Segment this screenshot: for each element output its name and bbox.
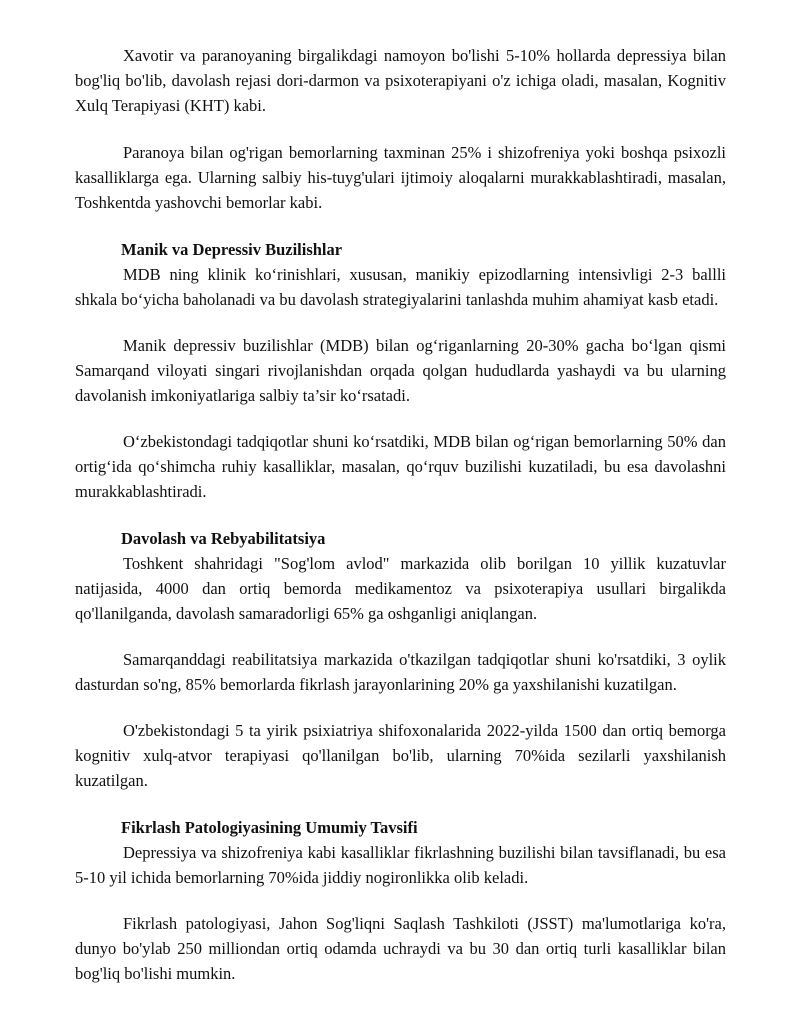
document-page [75, 43, 726, 986]
paragraph: MDB ning klinik ko‘rinishlari, xususan, manikiy epizodlarning intensivligi 2-3 ballli shkala bo‘yicha baholanadi va bu davolash strategiyalarini tanlashda muhim ahamiyat kasb etadi. [75, 265, 726, 309]
paragraph: Xavotir va paranoyaning birgalikdagi namoyon bo'lishi 5-10% hollarda depressiya bilan bog'liq bo'lib, davolash rejasi dori-darmon va psixoterapiyani o'z ichiga oladi, masalan, Kognitiv Xulq Terapiyasi (KHT) kabi. [75, 46, 726, 115]
paragraph: Samarqanddagi reabilitatsiya markazida o'tkazilgan tadqiqotlar shuni ko'rsatdiki, 3 oylik dasturdan so'ng, 85% bemorlarda fikrlash jarayonlarining 20% ga yaxshilanishi kuzatilgan. [75, 650, 726, 694]
paragraph: Fikrlash patologiyasi, Jahon Sog'liqni Saqlash Tashkiloti (JSST) ma'lumotlariga ko'ra, dunyo bo'ylab 250 milliondan ortiq odamda uchraydi va bu 30 dan ortiq turli kasalliklar bilan bog'liq bo'lishi mumkin. [75, 914, 726, 983]
paragraph: Toshkent shahridagi "Sog'lom avlod" markazida olib borilgan 10 yillik kuzatuvlar natijasida, 4000 dan ortiq bemorda medikamentoz va psixoterapiya usullari birgalikda qo'llanilganda, davolash samaradorligi 65% ga oshganligi aniqlangan. [75, 554, 726, 623]
section-heading: Fikrlash Patologiyasining Umumiy Tavsifi [121, 818, 418, 837]
paragraph: Manik depressiv buzilishlar (MDB) bilan og‘riganlarning 20-30% gacha bo‘lgan qismi Samarqand viloyati singari rivojlanishdan orqada qolgan hududlarda yashaydi va bu ularning davolanish imkoniyatlariga salbiy ta’sir ko‘rsatadi. [75, 336, 726, 405]
paragraph: Paranoya bilan og'rigan bemorlarning taxminan 25% i shizofreniya yoki boshqa psixozli kasalliklarga ega. Ularning salbiy his-tuyg'ulari ijtimoiy aloqalarni murakkablashtiradi, masalan, Toshkentda yashovchi bemorlar kabi. [75, 143, 726, 212]
paragraph: O‘zbekistondagi tadqiqotlar shuni ko‘rsatdiki, MDB bilan og‘rigan bemorlarning 50% dan ortig‘ida qo‘shimcha ruhiy kasalliklar, masalan, qo‘rquv buzilishi kuzatiladi, bu esa davolashni murakkablashtiradi. [75, 432, 726, 501]
section-heading: Davolash va Rebyabilitatsiya [121, 529, 326, 548]
paragraph: O'zbekistondagi 5 ta yirik psixiatriya shifoxonalarida 2022-yilda 1500 dan ortiq bemorga kognitiv xulq-atvor terapiyasi qo'llanilgan bo'lib, ularning 70%ida sezilarli yaxshilanish kuzatilgan. [75, 721, 726, 790]
paragraph: Depressiya va shizofreniya kabi kasalliklar fikrlashning buzilishi bilan tavsiflanadi, bu esa 5-10 yil ichida bemorlarning 70%ida jiddiy nogironlikka olib keladi. [75, 843, 726, 887]
section-heading: Manik va Depressiv Buzilishlar [121, 240, 343, 259]
